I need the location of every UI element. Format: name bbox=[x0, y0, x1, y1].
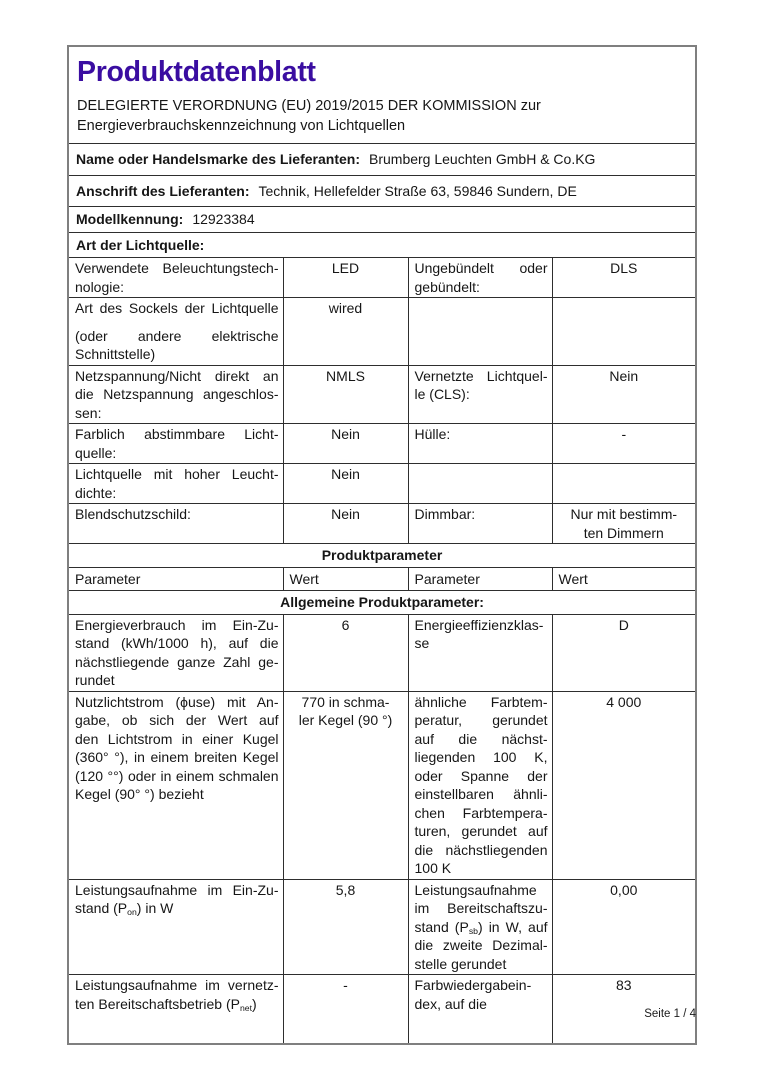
supplier-name-value: Brumberg Leuchten GmbH & Co.KG bbox=[369, 151, 596, 167]
light-source-type-row bbox=[68, 232, 696, 258]
param-label: Verwendete Beleuchtungstech- nologie: bbox=[68, 258, 283, 298]
param-label: Ungebündelt oder gebündelt: bbox=[408, 258, 552, 298]
table-row bbox=[68, 298, 696, 366]
supplier-address-label: Anschrift des Lieferanten: bbox=[76, 182, 250, 199]
param-value: - bbox=[283, 975, 408, 1045]
column-header: Wert bbox=[552, 567, 696, 591]
param-value: Nein bbox=[552, 365, 696, 424]
param-value: 770 in schma- ler Kegel (90 °) bbox=[283, 691, 408, 879]
param-label: Farblich abstimmbare Licht- quelle: bbox=[68, 424, 283, 464]
section-header-row bbox=[68, 544, 696, 568]
table-row bbox=[68, 424, 696, 464]
param-value: 5,8 bbox=[283, 879, 408, 975]
param-value: D bbox=[552, 614, 696, 691]
param-label: Lichtquelle mit hoher Leucht- dichte: bbox=[68, 464, 283, 504]
param-label: Leistungsaufnahme im Bereitschaftszu- stand $(P_{sb})$ in W, auf die zweite Dezimal- stelle gerundet bbox=[408, 879, 552, 975]
param-value: 0,00 bbox=[552, 879, 696, 975]
param-label: Art des Sockels der Lichtquelle (oder andere elektrische Schnittstelle) bbox=[68, 298, 283, 366]
param-label: Nutzlichtstrom (ϕuse) mit An- gabe, ob sich der Wert auf den Lichtstrom in einer Kugel (360° °), in einem breiten Kegel (120 °°) oder in einem schmalen Kegel (90° °) bezieht bbox=[68, 691, 283, 879]
table-row bbox=[68, 258, 696, 298]
column-header-row bbox=[68, 567, 696, 591]
param-label: Farbwiedergabein- dex, auf die bbox=[408, 975, 552, 1045]
param-value bbox=[552, 464, 696, 504]
datasheet-table bbox=[67, 45, 697, 1045]
param-value: 83 bbox=[552, 975, 696, 1045]
param-value: 4 000 bbox=[552, 691, 696, 879]
param-label bbox=[408, 464, 552, 504]
supplier-address-value: Technik, Hellefelder Straße 63, 59846 Sundern, DE bbox=[258, 182, 577, 199]
model-id-label: Modellkennung: bbox=[76, 211, 184, 227]
param-label: ähnliche Farbtem- peratur, gerundet auf die nächst- liegenden 100 K, oder Spanne der einstellbaren ähnli- chen Farbtempera- turen, gerundet auf die nächstliegenden 100 K bbox=[408, 691, 552, 879]
column-header: Wert bbox=[283, 567, 408, 591]
table-row bbox=[68, 614, 696, 691]
light-source-type-label: Art der Lichtquelle: bbox=[76, 236, 205, 253]
param-label: Energieverbrauch im Ein-Zu- stand (kWh/1000 h), auf die nächstliegende ganze Zahl ge- rundet bbox=[68, 614, 283, 691]
supplier-name-row bbox=[68, 144, 696, 176]
table-row bbox=[68, 464, 696, 504]
column-header: Parameter bbox=[68, 567, 283, 591]
param-value: Nein bbox=[283, 504, 408, 544]
table-row bbox=[68, 504, 696, 544]
datasheet-sheet bbox=[67, 45, 697, 1013]
param-label: Leistungsaufnahme im Ein-Zu- stand $(P_{on})$ in W bbox=[68, 879, 283, 975]
page-number: Seite 1 / 4 bbox=[644, 1008, 696, 1020]
title-row bbox=[68, 46, 696, 144]
page-title: Produktdatenblatt bbox=[77, 56, 316, 88]
param-value: wired bbox=[283, 298, 408, 366]
table-row bbox=[68, 691, 696, 879]
supplier-address-row bbox=[68, 175, 696, 207]
param-label: Leistungsaufnahme im vernetz- ten Bereitschaftsbetrieb $(P_{net})$ bbox=[68, 975, 283, 1045]
param-label: Hülle: bbox=[408, 424, 552, 464]
column-header: Parameter bbox=[408, 567, 552, 591]
model-id-row bbox=[68, 207, 696, 233]
table-row bbox=[68, 365, 696, 424]
table-row bbox=[68, 879, 696, 975]
param-value: Nein bbox=[283, 424, 408, 464]
param-label: Netzspannung/Nicht direkt an die Netzspannung angeschlos- sen: bbox=[68, 365, 283, 424]
param-label: Blendschutzschild: bbox=[68, 504, 283, 544]
section-header-row bbox=[68, 591, 696, 615]
param-value: 6 bbox=[283, 614, 408, 691]
param-value: DLS bbox=[552, 258, 696, 298]
param-value: Nur mit bestimm- ten Dimmern bbox=[552, 504, 696, 544]
param-label: Vernetzte Lichtquel- le (CLS): bbox=[408, 365, 552, 424]
param-label bbox=[408, 298, 552, 366]
regulation-subtitle: DELEGIERTE VERORDNUNG (EU) 2019/2015 DER KOMMISSION zur Energieverbrauchskennzeichnung von Lichtquellen bbox=[77, 98, 541, 134]
param-value bbox=[552, 298, 696, 366]
param-label: Dimmbar: bbox=[408, 504, 552, 544]
param-value: Nein bbox=[283, 464, 408, 504]
param-value: NMLS bbox=[283, 365, 408, 424]
supplier-name-label: Name oder Handelsmarke des Lieferanten: bbox=[76, 151, 360, 167]
param-label: Energieeffizienzklas- se bbox=[408, 614, 552, 691]
param-value: LED bbox=[283, 258, 408, 298]
model-id-value: 12923384 bbox=[192, 211, 255, 227]
param-value: - bbox=[552, 424, 696, 464]
section-title: Produktparameter bbox=[68, 544, 696, 568]
section-title: Allgemeine Produktparameter: bbox=[68, 591, 696, 615]
